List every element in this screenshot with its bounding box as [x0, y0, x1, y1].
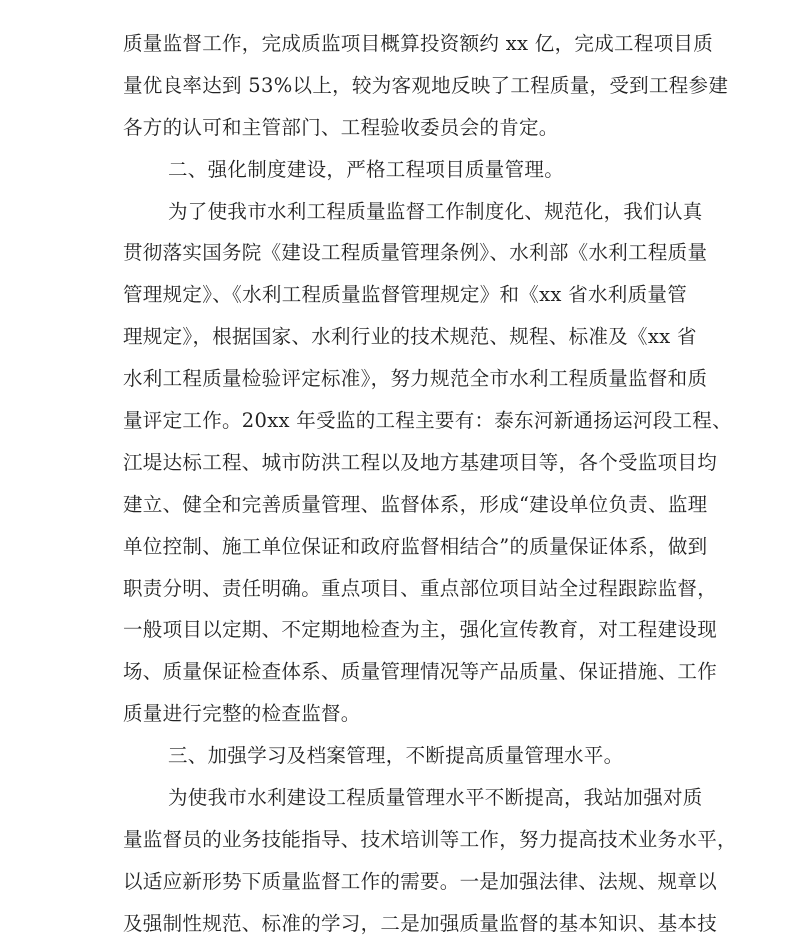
section-heading: 三、加强学习及档案管理，不断提高质量管理水平。	[168, 744, 624, 768]
document-body	[123, 23, 737, 945]
text-line: 江堤达标工程、城市防洪工程以及地方基建项目等，各个受监项目均	[123, 450, 718, 474]
text-line: 水利工程质量检验评定标准》，努力规范全市水利工程质量监督和质	[123, 367, 708, 391]
text-line: 质量监督工作，完成质监项目概算投资额约 xx 亿，完成工程项目质	[123, 32, 713, 55]
section-heading: 二、强化制度建设，严格工程项目质量管理。	[168, 157, 565, 181]
text-line: 量评定工作。20xx 年受监的工程主要有：泰东河新通扬运河段工程、	[123, 409, 732, 433]
text-line: 及强制性规范、标准的学习，二是加强质量监督的基本知识、基本技	[123, 911, 718, 935]
text-line: 职责分明、责任明确。重点项目、重点部位项目站全过程跟踪监督，	[123, 576, 718, 600]
text-line: 为使我市水利建设工程质量管理水平不断提高，我站加强对质	[168, 786, 703, 810]
text-line: 贯彻落实国务院《建设工程质量管理条例》、水利部《水利工程质量	[123, 241, 708, 265]
text-line: 建立、健全和完善质量管理、监督体系，形成“建设单位负责、监理	[123, 492, 708, 516]
text-line: 量监督员的业务技能指导、技术培训等工作，努力提高技术业务水平，	[123, 827, 737, 851]
text-line: 管理规定》、《水利工程质量监督管理规定》和《xx 省水利质量管	[123, 283, 687, 307]
text-line: 场、质量保证检查体系、质量管理情况等产品质量、保证措施、工作	[123, 660, 718, 684]
text-line: 以适应新形势下质量监督工作的需要。一是加强法律、法规、规章以	[123, 869, 718, 893]
text-line: 单位控制、施工单位保证和政府监督相结合”的质量保证体系，做到	[123, 534, 708, 558]
text-line: 各方的认可和主管部门、工程验收委员会的肯定。	[123, 115, 559, 139]
text-line: 质量进行完整的检查监督。	[123, 702, 361, 726]
text-line: 理规定》，根据国家、水利行业的技术规范、规程、标准及《xx 省	[123, 325, 697, 349]
text-line: 量优良率达到 53%以上，较为客观地反映了工程质量，受到工程参建	[123, 73, 729, 97]
text-line: 一般项目以定期、不定期地检查为主，强化宣传教育，对工程建设现	[123, 618, 718, 642]
text-line: 为了使我市水利工程质量监督工作制度化、规范化，我们认真	[168, 199, 703, 223]
